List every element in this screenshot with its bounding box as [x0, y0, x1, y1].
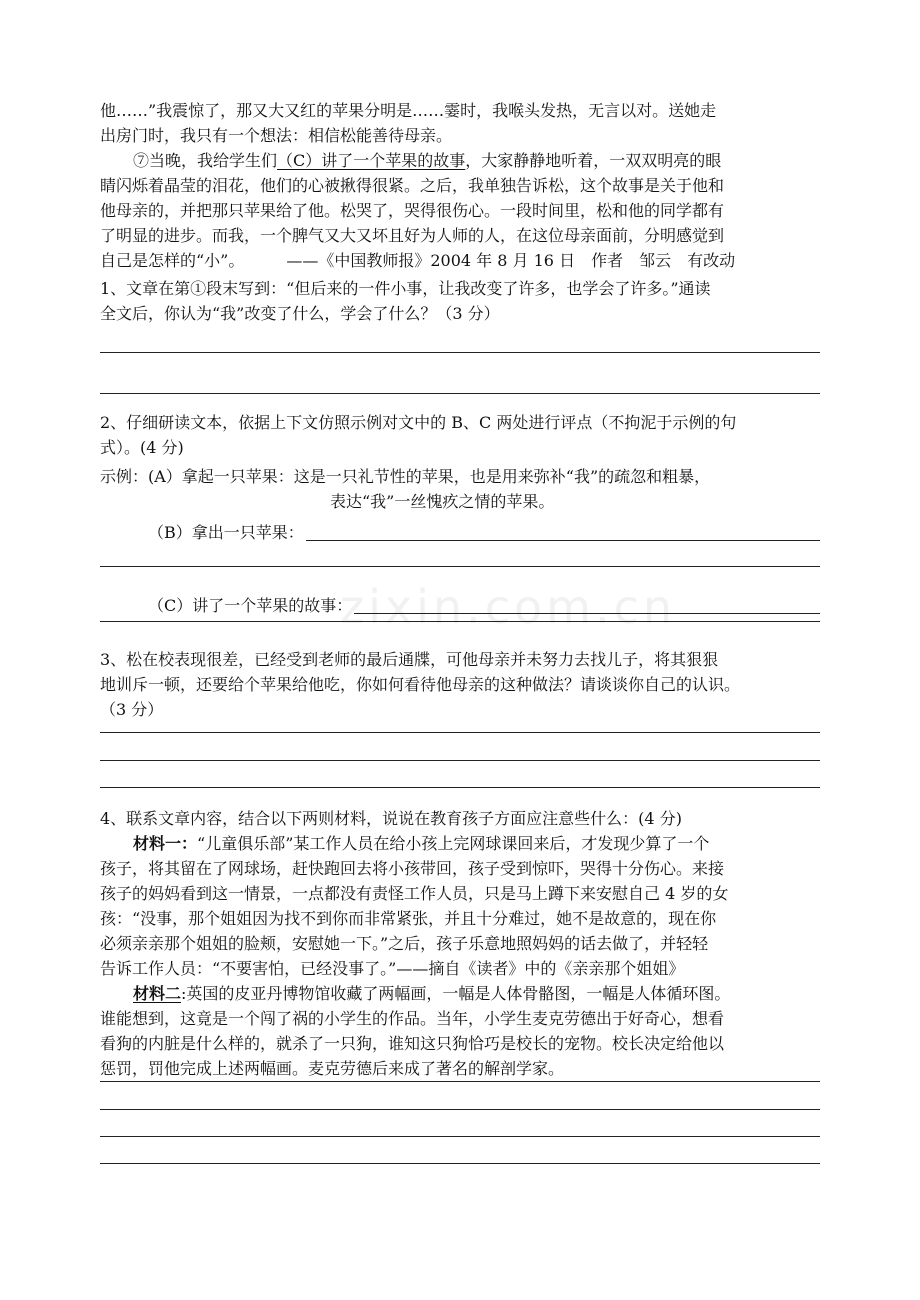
passage-line: 了明显的进步。而我，一个脾气又大又坏且好为人师的人，在这位母亲面前，分明感觉到 [100, 226, 725, 245]
answer-line[interactable] [100, 566, 820, 567]
answer-line[interactable] [100, 1136, 820, 1137]
question-2-cont: 式）。(4 分) [100, 438, 184, 457]
material-line: 谁能想到，这竟是一个闯了祸的小学生的作品。当年，小学生麦克劳德出于好奇心，想看 [100, 1009, 725, 1028]
answer-line[interactable] [100, 760, 820, 761]
answer-line[interactable] [100, 352, 820, 353]
answer-line[interactable] [100, 1109, 820, 1110]
answer-line[interactable] [100, 1163, 820, 1164]
passage-line: 出房门时，我只有一个想法：相信松能善待母亲。 [100, 126, 453, 145]
passage-text: ⑦当晚，我给学生们 [133, 151, 278, 170]
passage-source: ——《中国教师报》2004 年 8 月 16 日 作者 邹云 有改动 [286, 251, 736, 270]
answer-line[interactable] [100, 732, 820, 733]
passage-text: ，大家静静地听着，一双双明亮的眼 [465, 151, 722, 170]
passage-line: 睛闪烁着晶莹的泪花，他们的心被揪得很紧。之后，我单独告诉松，这个故事是关于他和 [100, 176, 725, 195]
question-1: 1、文章在第①段末写到：“但后来的一件小事，让我改变了许多，也学会了许多。”通读 [100, 279, 711, 298]
answer-c-row[interactable] [100, 593, 820, 618]
example-line-cont: 表达“我”一丝愧疚之情的苹果。 [330, 492, 555, 511]
material-line: 孩子，将其留在了网球场，赶快跑回去将小孩带回，孩子受到惊吓，哭得十分伤心。来接 [100, 859, 725, 878]
material-line: 告诉工作人员：“不要害怕，已经没事了。”——摘自《读者》中的《亲亲那个姐姐》 [100, 959, 685, 978]
watermark: zixin.com.cn [340, 580, 677, 634]
material-2-label: 材料二 [133, 984, 182, 1003]
material-1-first-line [100, 831, 820, 856]
passage-line: 他母亲的，并把那只苹果给了他。松哭了，哭得很伤心。一段时间里，松和他的同学都有 [100, 201, 725, 220]
answer-b-label: （B）拿出一只苹果： [148, 523, 304, 542]
question-2: 2、仔细研读文本，依据上下文仿照示例对文中的 B、C 两处进行评点（不拘泥于示例的句 [100, 413, 737, 432]
question-3: 3、松在校表现很差，已经受到老师的最后通牒，可他母亲并未努力去找儿子，将其狠狠 [100, 650, 719, 669]
material-text: “儿童俱乐部”某工作人员在给小孩上完网球课回来后，才发现少算了一个 [197, 834, 710, 853]
paragraph-7-first-line [100, 148, 820, 173]
passage-line: 他……”我震惊了，那又大又红的苹果分明是……霎时，我喉头发热，无言以对。送她走 [100, 101, 717, 120]
answer-line[interactable] [100, 1081, 820, 1082]
answer-c-blank[interactable] [354, 595, 820, 614]
question-1-cont: 全文后，你认为“我”改变了什么，学会了什么？（3 分） [100, 304, 500, 323]
answer-b-row[interactable] [100, 520, 820, 545]
answer-line[interactable] [100, 621, 820, 622]
answer-b-blank[interactable] [306, 522, 820, 541]
question-4: 4、联系文章内容，结合以下两则材料，说说在教育孩子方面应注意些什么：(4 分) [100, 809, 682, 828]
answer-c-label: （C）讲了一个苹果的故事： [148, 596, 353, 615]
answer-line[interactable] [100, 787, 820, 788]
question-3-cont: 地训斥一顿，还要给个苹果给他吃，你如何看待他母亲的这种做法？请谈谈你自己的认识。 [100, 675, 741, 694]
question-3-score: （3 分） [100, 700, 164, 719]
material-line: 孩：“没事，那个姐姐因为找不到你而非常紧张，并且十分难过，她不是故意的，现在你 [100, 909, 717, 928]
answer-line[interactable] [100, 393, 820, 394]
material-line: 看狗的内脏是什么样的，就杀了一只狗，谁知这只狗恰巧是校长的宠物。校长决定给他以 [100, 1034, 725, 1053]
exam-page [100, 98, 820, 1081]
material-line: 惩罚，罚他完成上述两幅画。麦克劳德后来成了著名的解剖学家。 [100, 1059, 565, 1078]
material-line: 孩子的妈妈看到这一情景，一点都没有责怪工作人员，只是马上蹲下来安慰自己 4 岁的女 [100, 884, 729, 903]
passage-text: 自己是怎样的“小”。 [100, 251, 245, 270]
example-line: 示例：(A）拿起一只苹果：这是一只礼节性的苹果，也是用来弥补“我”的疏忽和粗暴， [100, 467, 711, 486]
material-text: :英国的皮亚丹博物馆收藏了两幅画，一幅是人体骨骼图，一幅是人体循环图。 [181, 984, 731, 1003]
material-1-label: 材料一： [133, 834, 198, 853]
passage-last-line [100, 248, 820, 273]
material-2-first-line [100, 981, 820, 1006]
material-line: 必须亲亲那个姐姐的脸颊，安慰她一下。”之后，孩子乐意地照妈妈的话去做了，并轻轻 [100, 934, 709, 953]
marked-phrase-c: （C）讲了一个苹果的故事 [277, 151, 466, 170]
